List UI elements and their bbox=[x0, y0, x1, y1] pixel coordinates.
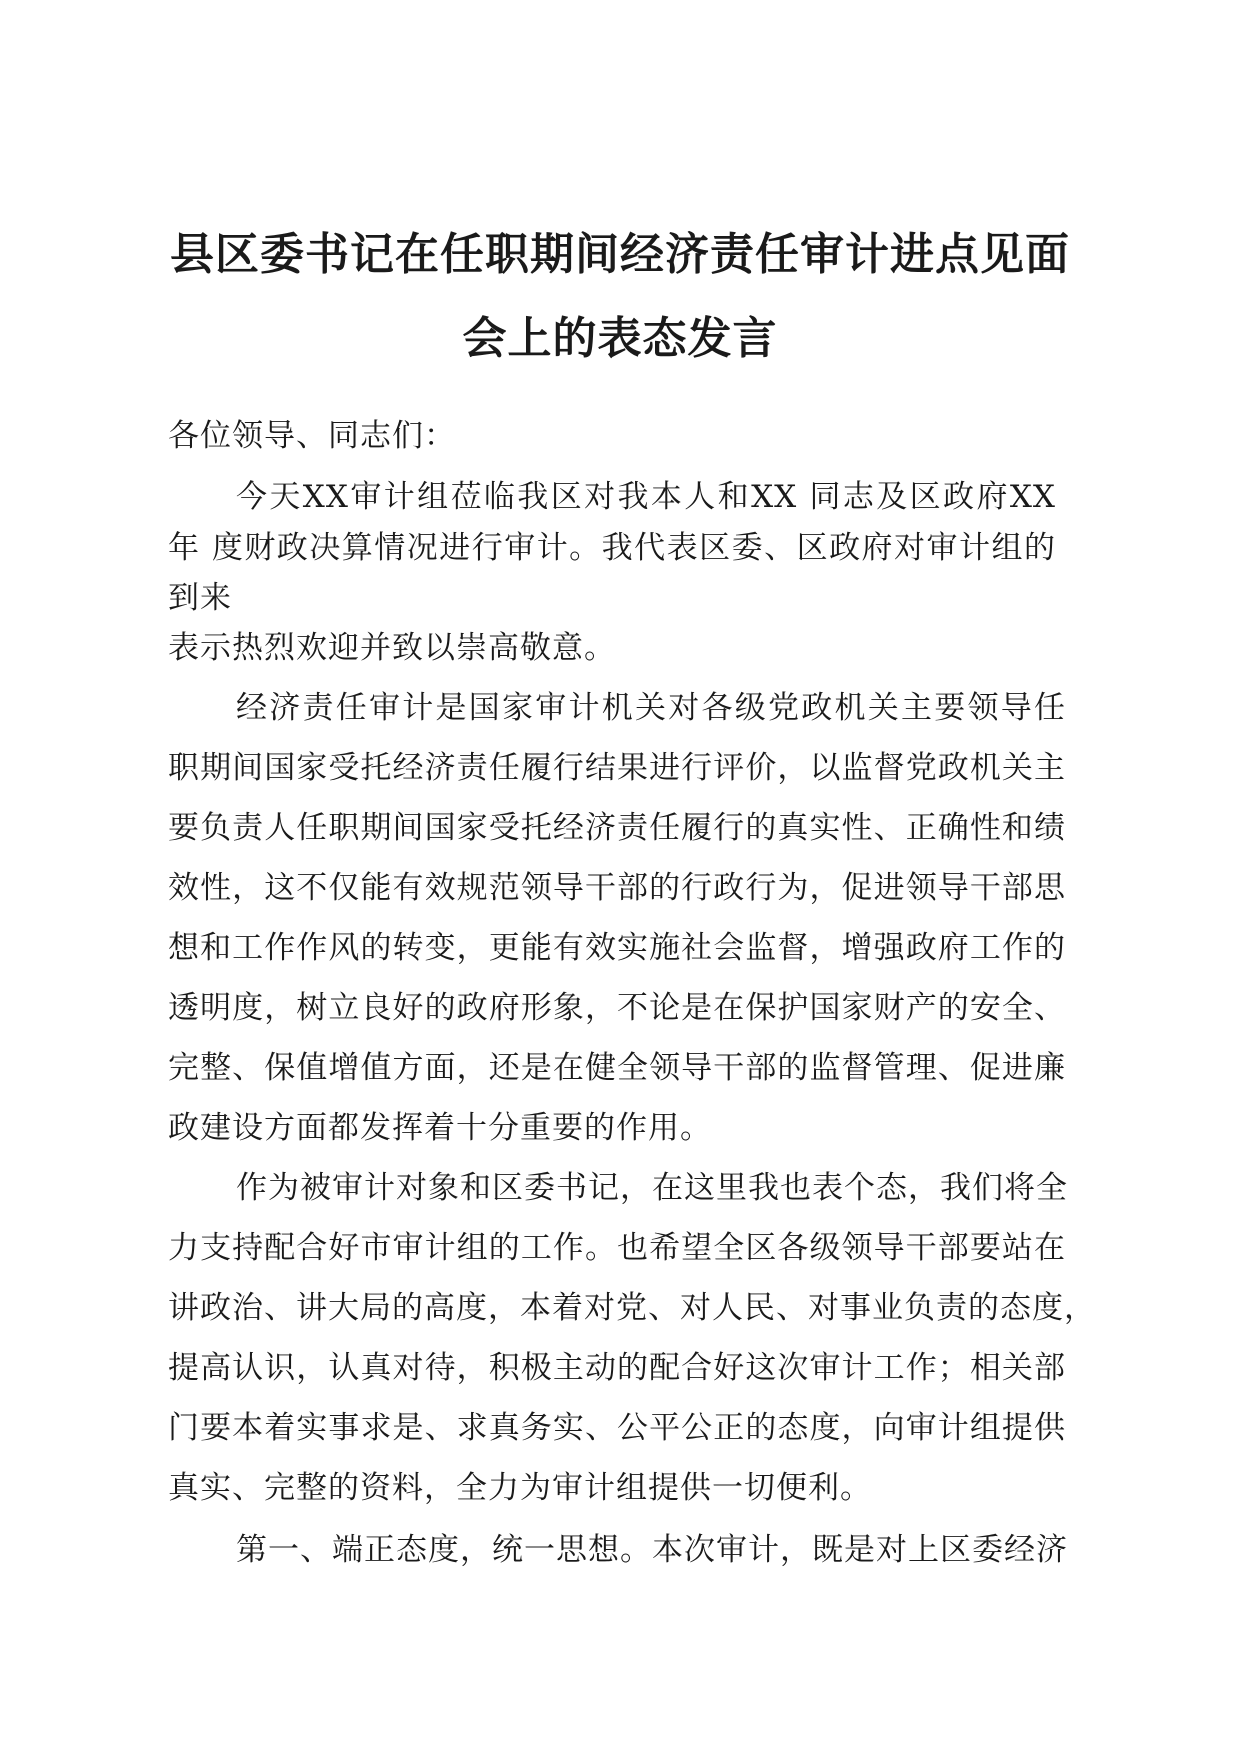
paragraph-3-line-5: 门要本着实事求是、求真务实、公平公正的态度，向审计组提供 bbox=[168, 1410, 1066, 1446]
paragraph-3-line-3: 讲政治、讲大局的高度，本着对党、对人民、对事业负责的态度， bbox=[168, 1290, 1096, 1326]
paragraph-4-line-1: 第一、端正态度，统一思想。本次审计，既是对上区委经济 bbox=[236, 1532, 1068, 1568]
salutation: 各位领导、同志们： bbox=[168, 418, 456, 454]
paragraph-2-line-3: 要负责人任职期间国家受托经济责任履行的真实性、正确性和绩 bbox=[168, 810, 1066, 846]
paragraph-1-line-3: 到来 bbox=[168, 580, 232, 616]
paragraph-1-line-4: 表示热烈欢迎并致以崇高敬意。 bbox=[168, 630, 616, 666]
paragraph-2-line-1: 经济责任审计是国家审计机关对各级党政机关主要领导任 bbox=[236, 690, 1066, 726]
paragraph-1-line-1: 今天XX审计组莅临我区对我本人和XX 同志及区政府XX bbox=[236, 479, 1056, 515]
paragraph-2-line-5: 想和工作作风的转变，更能有效实施社会监督，增强政府工作的 bbox=[168, 930, 1066, 966]
paragraph-2-line-8: 政建设方面都发挥着十分重要的作用。 bbox=[168, 1110, 712, 1146]
paragraph-2-line-6: 透明度，树立良好的政府形象，不论是在保护国家财产的安全、 bbox=[168, 990, 1066, 1026]
paragraph-3-line-4: 提高认识，认真对待，积极主动的配合好这次审计工作；相关部 bbox=[168, 1350, 1066, 1386]
paragraph-3-line-6: 真实、完整的资料，全力为审计组提供一切便利。 bbox=[168, 1470, 872, 1506]
document-title-line-2: 会上的表态发言 bbox=[462, 313, 778, 364]
paragraph-2-line-7: 完整、保值增值方面，还是在健全领导干部的监督管理、促进廉 bbox=[168, 1050, 1066, 1086]
document-title-line-1: 县区委书记在任职期间经济责任审计进点见面 bbox=[170, 229, 1070, 280]
paragraph-1-line-2: 年 度财政决算情况进行审计。我代表区委、区政府对审计组的 bbox=[168, 530, 1056, 566]
paragraph-2-line-2: 职期间国家受托经济责任履行结果进行评价，以监督党政机关主 bbox=[168, 750, 1066, 786]
paragraph-2-line-4: 效性，这不仅能有效规范领导干部的行政行为，促进领导干部思 bbox=[168, 870, 1066, 906]
paragraph-3-line-1: 作为被审计对象和区委书记，在这里我也表个态，我们将全 bbox=[236, 1170, 1068, 1206]
paragraph-3-line-2: 力支持配合好市审计组的工作。也希望全区各级领导干部要站在 bbox=[168, 1230, 1066, 1266]
